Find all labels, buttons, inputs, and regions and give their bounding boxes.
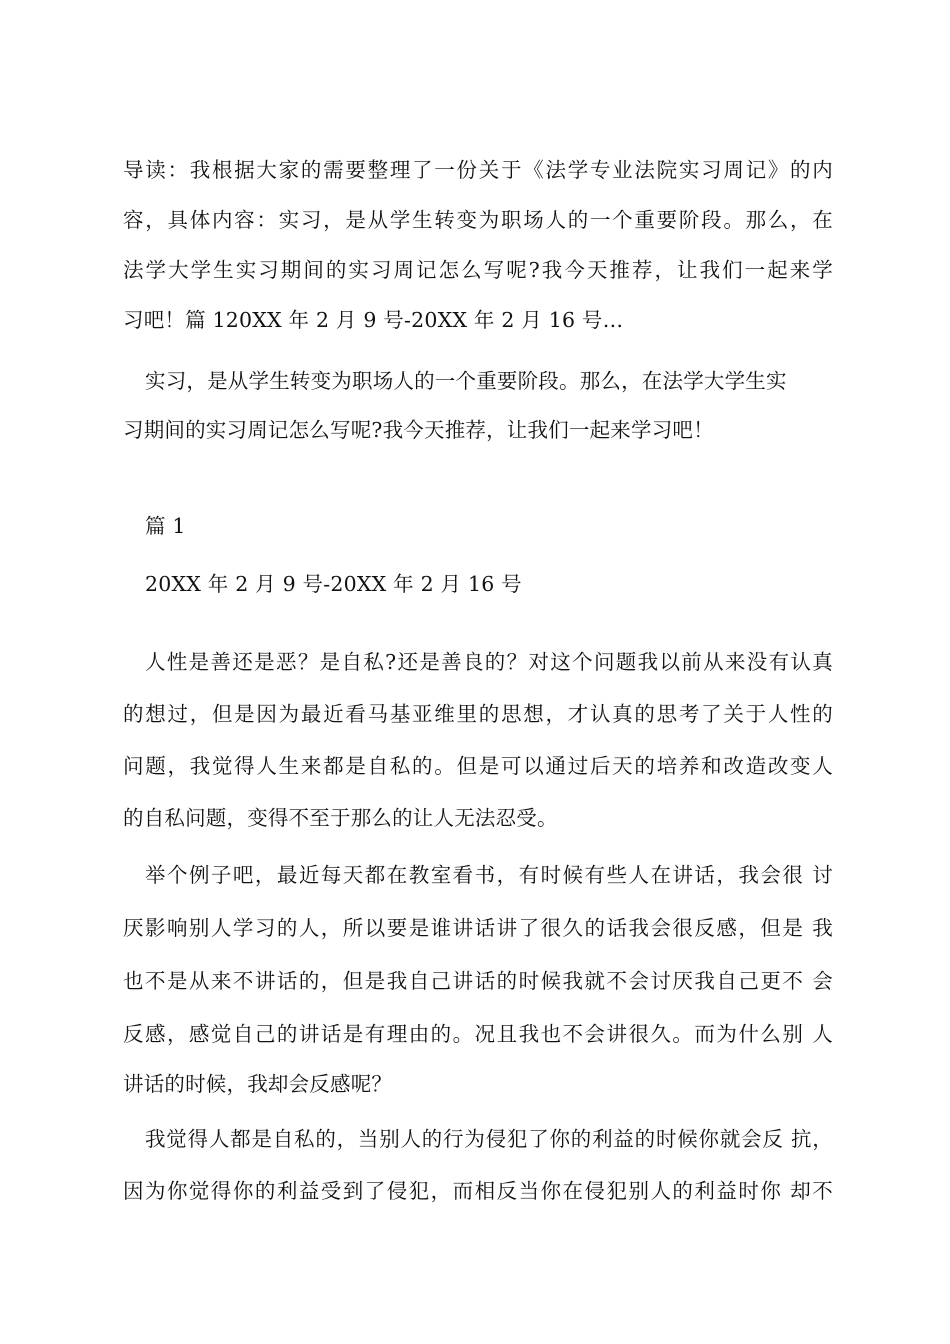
paragraph3-line-2: 因为你觉得你的利益受到了侵犯，而相反当你在侵犯别人的利益时你 却不 bbox=[123, 1179, 833, 1203]
paragraph2-line-1: 举个例子吧，最近每天都在教室看书，有时候有些人在讲话，我会很 讨 bbox=[145, 863, 833, 887]
summary-line-1: 实习，是从学生转变为职场人的一个重要阶段。那么，在法学大学生实 bbox=[145, 369, 787, 393]
paragraph1-line-1: 人性是善还是恶？是自私?还是善良的？对这个问题我以前从来没有认真 bbox=[145, 650, 833, 674]
date-range: 20XX 年 2 月 9 号-20XX 年 2 月 16 号 bbox=[145, 572, 522, 596]
intro-line-3: 法学大学生实习期间的实习周记怎么写呢?我今天推荐，让我们一起来学 bbox=[123, 258, 833, 282]
intro-line-4: 习吧！篇 120XX 年 2 月 9 号-20XX 年 2 月 16 号… bbox=[123, 308, 624, 332]
section-title: 篇 1 bbox=[145, 514, 186, 538]
paragraph1-line-2: 的想过，但是因为最近看马基亚维里的思想，才认真的思考了关于人性的 bbox=[123, 702, 833, 726]
summary-line-2: 习期间的实习周记怎么写呢?我今天推荐，让我们一起来学习吧！ bbox=[123, 418, 714, 442]
paragraph2-line-3: 也不是从来不讲话的，但是我自己讲话的时候我就不会讨厌我自己更不 会 bbox=[123, 969, 833, 993]
paragraph3-line-1: 我觉得人都是自私的，当别人的行为侵犯了你的利益的时候你就会反 抗， bbox=[145, 1127, 833, 1151]
intro-line-1: 导读：我根据大家的需要整理了一份关于《法学专业法院实习周记》的内 bbox=[123, 158, 833, 182]
paragraph2-line-4: 反感，感觉自己的讲话是有理由的。况且我也不会讲很久。而为什么别 人 bbox=[123, 1022, 833, 1046]
intro-line-2: 容，具体内容：实习，是从学生转变为职场人的一个重要阶段。那么，在 bbox=[123, 208, 833, 232]
paragraph2-line-5: 讲话的时候，我却会反感呢？ bbox=[123, 1072, 393, 1096]
paragraph1-line-3: 问题，我觉得人生来都是自私的。但是可以通过后天的培养和改造改变人 bbox=[123, 754, 833, 778]
paragraph1-line-4: 的自私问题，变得不至于那么的让人无法忍受。 bbox=[123, 806, 558, 830]
paragraph2-line-2: 厌影响别人学习的人，所以要是谁讲话讲了很久的话我会很反感，但是 我 bbox=[123, 916, 833, 940]
